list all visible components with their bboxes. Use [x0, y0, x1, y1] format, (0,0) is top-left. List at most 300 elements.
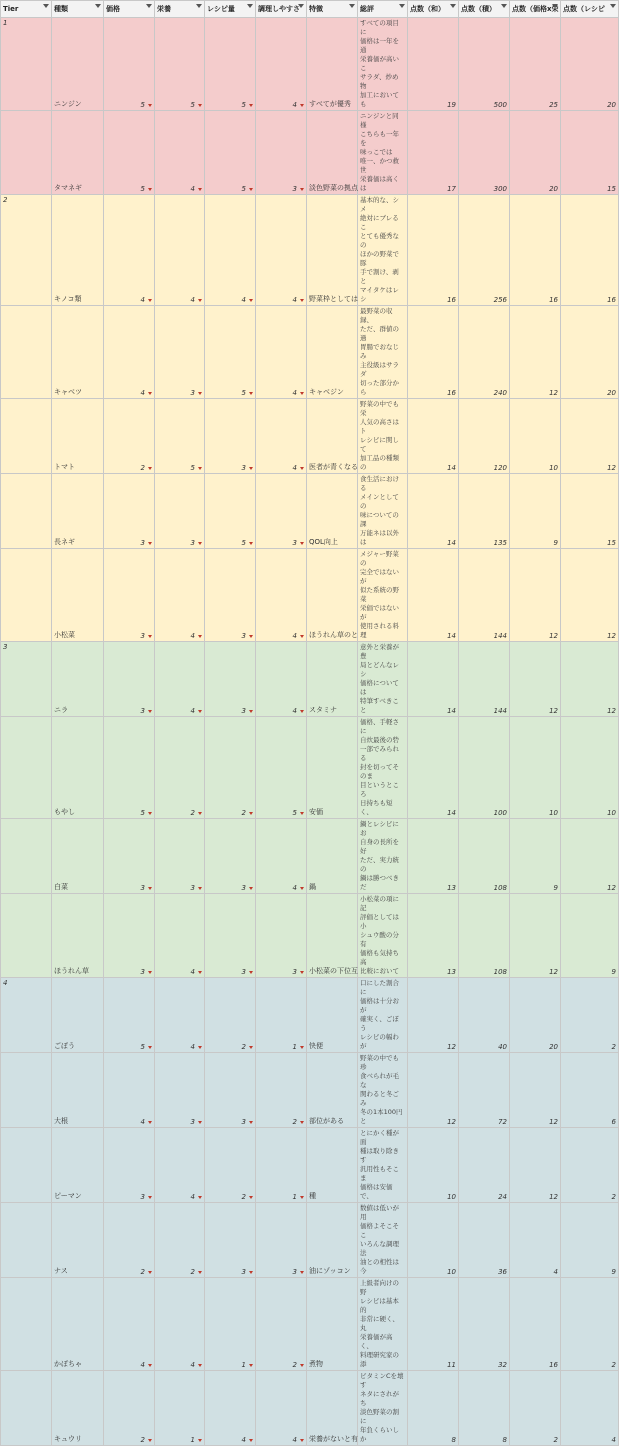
nutrition-cell[interactable]: [155, 1053, 205, 1128]
price-cell[interactable]: [104, 549, 155, 642]
recipe-cell[interactable]: [205, 549, 256, 642]
score-recipe-cell[interactable]: [561, 1203, 619, 1278]
dropdown-arrow-icon[interactable]: [148, 1046, 152, 1049]
dropdown-arrow-icon[interactable]: [249, 299, 253, 302]
dropdown-arrow-icon[interactable]: [198, 1121, 202, 1124]
dropdown-arrow-icon[interactable]: [300, 635, 304, 638]
dropdown-arrow-icon[interactable]: [198, 542, 202, 545]
dropdown-arrow-icon[interactable]: [148, 299, 152, 302]
comment-cell[interactable]: [358, 195, 408, 306]
dropdown-arrow-icon[interactable]: [300, 710, 304, 713]
score-price-nutrition-cell[interactable]: [510, 1278, 561, 1371]
name-cell[interactable]: [52, 18, 104, 111]
recipe-cell[interactable]: [205, 306, 256, 399]
name-cell[interactable]: [52, 642, 104, 717]
nutrition-cell[interactable]: [155, 1128, 205, 1203]
nutrition-cell[interactable]: [155, 1371, 205, 1446]
score-recipe-cell[interactable]: [561, 1128, 619, 1203]
score-recipe-cell[interactable]: [561, 894, 619, 978]
tier-cell[interactable]: [1, 819, 52, 894]
ease-cell[interactable]: [256, 819, 307, 894]
score-sum-cell[interactable]: [408, 549, 459, 642]
dropdown-arrow-icon[interactable]: [148, 812, 152, 815]
score-price-nutrition-cell[interactable]: [510, 1128, 561, 1203]
column-header[interactable]: [52, 1, 104, 18]
tier-cell[interactable]: [1, 111, 52, 195]
score-price-nutrition-cell[interactable]: [510, 306, 561, 399]
dropdown-arrow-icon[interactable]: [249, 542, 253, 545]
score-price-nutrition-cell[interactable]: [510, 642, 561, 717]
filter-icon[interactable]: [298, 4, 304, 10]
name-cell[interactable]: [52, 1128, 104, 1203]
ease-cell[interactable]: [256, 1371, 307, 1446]
score-product-cell[interactable]: [459, 1371, 510, 1446]
price-cell[interactable]: [104, 195, 155, 306]
score-recipe-cell[interactable]: [561, 642, 619, 717]
score-sum-cell-value: 12: [447, 1118, 456, 1126]
dropdown-arrow-icon[interactable]: [148, 392, 152, 395]
score-product-cell[interactable]: [459, 306, 510, 399]
recipe-cell[interactable]: [205, 18, 256, 111]
column-header[interactable]: [510, 1, 561, 18]
ease-cell[interactable]: [256, 894, 307, 978]
ease-cell[interactable]: [256, 306, 307, 399]
dropdown-arrow-icon[interactable]: [300, 467, 304, 470]
recipe-cell[interactable]: [205, 1203, 256, 1278]
comment-cell[interactable]: [358, 111, 408, 195]
recipe-cell[interactable]: [205, 111, 256, 195]
dropdown-arrow-icon[interactable]: [148, 1439, 152, 1442]
dropdown-arrow-icon[interactable]: [249, 1046, 253, 1049]
score-price-nutrition-cell[interactable]: [510, 549, 561, 642]
tier-cell[interactable]: [1, 195, 52, 306]
dropdown-arrow-icon[interactable]: [198, 812, 202, 815]
price-cell[interactable]: [104, 1371, 155, 1446]
recipe-cell-value: 2: [241, 1043, 246, 1051]
comment-cell[interactable]: [358, 1128, 408, 1203]
feature-cell[interactable]: [307, 474, 358, 549]
dropdown-arrow-icon[interactable]: [198, 188, 202, 191]
nutrition-cell[interactable]: [155, 642, 205, 717]
recipe-cell[interactable]: [205, 195, 256, 306]
score-sum-cell[interactable]: [408, 18, 459, 111]
dropdown-arrow-icon[interactable]: [148, 1364, 152, 1367]
ease-cell[interactable]: [256, 642, 307, 717]
ease-cell[interactable]: [256, 195, 307, 306]
recipe-cell[interactable]: [205, 1371, 256, 1446]
recipe-cell[interactable]: [205, 717, 256, 819]
dropdown-arrow-icon[interactable]: [249, 710, 253, 713]
feature-cell[interactable]: [307, 1371, 358, 1446]
feature-cell[interactable]: [307, 18, 358, 111]
score-price-nutrition-cell[interactable]: [510, 894, 561, 978]
tier-cell[interactable]: [1, 717, 52, 819]
recipe-cell[interactable]: [205, 642, 256, 717]
feature-cell[interactable]: [307, 642, 358, 717]
score-product-cell[interactable]: [459, 1053, 510, 1128]
score-price-nutrition-cell[interactable]: [510, 18, 561, 111]
recipe-cell[interactable]: [205, 474, 256, 549]
filter-icon[interactable]: [146, 4, 152, 10]
score-price-nutrition-cell[interactable]: [510, 978, 561, 1053]
feature-cell[interactable]: [307, 894, 358, 978]
dropdown-arrow-icon[interactable]: [249, 1121, 253, 1124]
dropdown-arrow-icon[interactable]: [300, 812, 304, 815]
ease-cell[interactable]: [256, 111, 307, 195]
recipe-cell[interactable]: [205, 1278, 256, 1371]
price-cell[interactable]: [104, 111, 155, 195]
tier-cell[interactable]: [1, 306, 52, 399]
nutrition-cell[interactable]: [155, 18, 205, 111]
score-product-cell[interactable]: [459, 1203, 510, 1278]
ease-cell[interactable]: [256, 1053, 307, 1128]
score-recipe-cell[interactable]: [561, 18, 619, 111]
name-cell[interactable]: [52, 894, 104, 978]
nutrition-cell[interactable]: [155, 894, 205, 978]
tier-cell[interactable]: [1, 1371, 52, 1446]
dropdown-arrow-icon[interactable]: [198, 635, 202, 638]
score-recipe-cell[interactable]: [561, 306, 619, 399]
dropdown-arrow-icon[interactable]: [148, 104, 152, 107]
nutrition-cell[interactable]: [155, 399, 205, 474]
column-header[interactable]: [256, 1, 307, 18]
dropdown-arrow-icon[interactable]: [300, 1121, 304, 1124]
dropdown-arrow-icon[interactable]: [249, 812, 253, 815]
price-cell[interactable]: [104, 306, 155, 399]
dropdown-arrow-icon[interactable]: [300, 1196, 304, 1199]
comment-cell[interactable]: [358, 642, 408, 717]
score-sum-cell[interactable]: [408, 195, 459, 306]
nutrition-cell[interactable]: [155, 1278, 205, 1371]
score-product-cell[interactable]: [459, 1278, 510, 1371]
dropdown-arrow-icon[interactable]: [148, 188, 152, 191]
tier-cell[interactable]: [1, 1128, 52, 1203]
score-product-cell[interactable]: [459, 474, 510, 549]
dropdown-arrow-icon[interactable]: [198, 710, 202, 713]
ease-cell[interactable]: [256, 1203, 307, 1278]
dropdown-arrow-icon[interactable]: [300, 887, 304, 890]
dropdown-arrow-icon[interactable]: [148, 1271, 152, 1274]
dropdown-arrow-icon[interactable]: [300, 1271, 304, 1274]
dropdown-arrow-icon[interactable]: [249, 1196, 253, 1199]
dropdown-arrow-icon[interactable]: [249, 467, 253, 470]
column-header[interactable]: [561, 1, 619, 18]
dropdown-arrow-icon[interactable]: [249, 971, 253, 974]
score-product-cell[interactable]: [459, 1128, 510, 1203]
filter-icon[interactable]: [349, 4, 355, 10]
feature-cell[interactable]: [307, 195, 358, 306]
name-cell[interactable]: [52, 111, 104, 195]
comment-cell[interactable]: [358, 399, 408, 474]
dropdown-arrow-icon[interactable]: [148, 467, 152, 470]
dropdown-arrow-icon[interactable]: [148, 971, 152, 974]
comment-cell[interactable]: [358, 1278, 408, 1371]
score-recipe-cell[interactable]: [561, 195, 619, 306]
filter-icon[interactable]: [247, 4, 253, 10]
dropdown-arrow-icon[interactable]: [300, 299, 304, 302]
score-sum-cell[interactable]: [408, 111, 459, 195]
recipe-cell[interactable]: [205, 978, 256, 1053]
tier-cell[interactable]: [1, 474, 52, 549]
feature-cell[interactable]: [307, 978, 358, 1053]
name-cell[interactable]: [52, 474, 104, 549]
score-sum-cell[interactable]: [408, 642, 459, 717]
dropdown-arrow-icon[interactable]: [198, 1364, 202, 1367]
score-product-cell[interactable]: [459, 717, 510, 819]
ease-cell[interactable]: [256, 717, 307, 819]
score-recipe-cell[interactable]: [561, 1278, 619, 1371]
dropdown-arrow-icon[interactable]: [198, 971, 202, 974]
tier-cell[interactable]: [1, 399, 52, 474]
column-header[interactable]: [459, 1, 510, 18]
score-price-nutrition-cell[interactable]: [510, 474, 561, 549]
column-header[interactable]: [307, 1, 358, 18]
dropdown-arrow-icon[interactable]: [249, 1439, 253, 1442]
score-product-cell[interactable]: [459, 195, 510, 306]
nutrition-cell[interactable]: [155, 1203, 205, 1278]
price-cell[interactable]: [104, 1053, 155, 1128]
score-recipe-cell[interactable]: [561, 978, 619, 1053]
score-recipe-cell[interactable]: [561, 474, 619, 549]
dropdown-arrow-icon[interactable]: [249, 1364, 253, 1367]
price-cell[interactable]: [104, 1128, 155, 1203]
filter-icon[interactable]: [95, 4, 101, 10]
feature-cell[interactable]: [307, 1053, 358, 1128]
tier-cell[interactable]: [1, 1053, 52, 1128]
score-sum-cell[interactable]: [408, 399, 459, 474]
price-cell[interactable]: [104, 18, 155, 111]
score-recipe-cell[interactable]: [561, 1371, 619, 1446]
score-product-cell[interactable]: [459, 399, 510, 474]
feature-cell[interactable]: [307, 549, 358, 642]
feature-cell[interactable]: [307, 1128, 358, 1203]
dropdown-arrow-icon[interactable]: [198, 887, 202, 890]
dropdown-arrow-icon[interactable]: [198, 1439, 202, 1442]
ease-cell[interactable]: [256, 1128, 307, 1203]
dropdown-arrow-icon[interactable]: [300, 542, 304, 545]
column-header[interactable]: [408, 1, 459, 18]
column-header[interactable]: [205, 1, 256, 18]
column-header[interactable]: [155, 1, 205, 18]
score-recipe-cell[interactable]: [561, 549, 619, 642]
feature-cell[interactable]: [307, 306, 358, 399]
dropdown-arrow-icon[interactable]: [198, 392, 202, 395]
tier-cell[interactable]: [1, 1278, 52, 1371]
filter-icon[interactable]: [501, 4, 507, 10]
nutrition-cell[interactable]: [155, 717, 205, 819]
filter-icon[interactable]: [610, 4, 616, 10]
name-cell[interactable]: [52, 1278, 104, 1371]
ease-cell[interactable]: [256, 18, 307, 111]
name-cell[interactable]: [52, 717, 104, 819]
score-sum-cell[interactable]: [408, 894, 459, 978]
dropdown-arrow-icon[interactable]: [249, 104, 253, 107]
score-sum-cell[interactable]: [408, 1278, 459, 1371]
score-sum-cell[interactable]: [408, 474, 459, 549]
score-recipe-cell[interactable]: [561, 717, 619, 819]
score-product-cell[interactable]: [459, 642, 510, 717]
dropdown-arrow-icon[interactable]: [300, 1364, 304, 1367]
score-sum-cell[interactable]: [408, 1128, 459, 1203]
ease-cell[interactable]: [256, 549, 307, 642]
comment-cell[interactable]: [358, 549, 408, 642]
name-cell[interactable]: [52, 306, 104, 399]
score-product-cell[interactable]: [459, 18, 510, 111]
dropdown-arrow-icon[interactable]: [148, 887, 152, 890]
dropdown-arrow-icon[interactable]: [300, 104, 304, 107]
price-cell[interactable]: [104, 399, 155, 474]
price-cell[interactable]: [104, 1278, 155, 1371]
filter-icon[interactable]: [196, 4, 202, 10]
dropdown-arrow-icon[interactable]: [148, 1196, 152, 1199]
ease-cell[interactable]: [256, 1278, 307, 1371]
score-price-nutrition-cell[interactable]: [510, 1053, 561, 1128]
price-cell[interactable]: [104, 978, 155, 1053]
score-product-cell[interactable]: [459, 819, 510, 894]
nutrition-cell[interactable]: [155, 978, 205, 1053]
name-cell[interactable]: [52, 1203, 104, 1278]
comment-cell[interactable]: [358, 18, 408, 111]
nutrition-cell[interactable]: [155, 306, 205, 399]
recipe-cell[interactable]: [205, 894, 256, 978]
score-product-cell[interactable]: [459, 111, 510, 195]
score-price-nutrition-cell[interactable]: [510, 111, 561, 195]
dropdown-arrow-icon[interactable]: [300, 188, 304, 191]
ease-cell[interactable]: [256, 978, 307, 1053]
tier-cell[interactable]: [1, 18, 52, 111]
recipe-cell[interactable]: [205, 1128, 256, 1203]
name-cell[interactable]: [52, 819, 104, 894]
dropdown-arrow-icon[interactable]: [249, 1271, 253, 1274]
nutrition-cell[interactable]: [155, 819, 205, 894]
name-cell[interactable]: [52, 399, 104, 474]
price-cell[interactable]: [104, 474, 155, 549]
filter-icon[interactable]: [552, 4, 558, 10]
comment-cell[interactable]: [358, 717, 408, 819]
dropdown-arrow-icon[interactable]: [148, 710, 152, 713]
recipe-cell[interactable]: [205, 819, 256, 894]
name-cell[interactable]: [52, 549, 104, 642]
tier-cell[interactable]: [1, 1203, 52, 1278]
dropdown-arrow-icon[interactable]: [198, 467, 202, 470]
column-header[interactable]: [104, 1, 155, 18]
filter-icon[interactable]: [43, 4, 49, 10]
name-cell[interactable]: [52, 1371, 104, 1446]
score-product-cell[interactable]: [459, 978, 510, 1053]
price-cell[interactable]: [104, 894, 155, 978]
score-sum-cell[interactable]: [408, 306, 459, 399]
feature-cell[interactable]: [307, 399, 358, 474]
recipe-cell[interactable]: [205, 399, 256, 474]
ease-cell[interactable]: [256, 474, 307, 549]
score-price-nutrition-cell[interactable]: [510, 1203, 561, 1278]
dropdown-arrow-icon[interactable]: [198, 1046, 202, 1049]
column-header[interactable]: [1, 1, 52, 18]
score-price-nutrition-cell[interactable]: [510, 399, 561, 474]
dropdown-arrow-icon[interactable]: [249, 635, 253, 638]
tier-cell[interactable]: [1, 978, 52, 1053]
score-sum-cell[interactable]: [408, 717, 459, 819]
filter-icon[interactable]: [399, 4, 405, 10]
score-sum-cell[interactable]: [408, 1203, 459, 1278]
price-cell[interactable]: [104, 819, 155, 894]
score-price-nutrition-cell[interactable]: [510, 819, 561, 894]
ease-cell[interactable]: [256, 399, 307, 474]
nutrition-cell[interactable]: [155, 474, 205, 549]
dropdown-arrow-icon[interactable]: [198, 1196, 202, 1199]
dropdown-arrow-icon[interactable]: [198, 104, 202, 107]
nutrition-cell[interactable]: [155, 111, 205, 195]
nutrition-cell[interactable]: [155, 195, 205, 306]
comment-cell[interactable]: [358, 1053, 408, 1128]
price-cell[interactable]: [104, 1203, 155, 1278]
recipe-cell[interactable]: [205, 1053, 256, 1128]
dropdown-arrow-icon[interactable]: [300, 392, 304, 395]
table-row: [1, 894, 619, 978]
feature-cell[interactable]: [307, 111, 358, 195]
score-sum-cell[interactable]: [408, 978, 459, 1053]
feature-cell[interactable]: [307, 717, 358, 819]
dropdown-arrow-icon[interactable]: [249, 188, 253, 191]
score-recipe-cell[interactable]: [561, 1053, 619, 1128]
score-recipe-cell[interactable]: [561, 819, 619, 894]
name-cell[interactable]: [52, 978, 104, 1053]
comment-cell[interactable]: [358, 306, 408, 399]
column-header[interactable]: [358, 1, 408, 18]
score-sum-cell[interactable]: [408, 819, 459, 894]
dropdown-arrow-icon[interactable]: [249, 392, 253, 395]
feature-cell[interactable]: [307, 1203, 358, 1278]
tier-cell[interactable]: [1, 894, 52, 978]
score-recipe-cell[interactable]: [561, 399, 619, 474]
score-recipe-cell[interactable]: [561, 111, 619, 195]
dropdown-arrow-icon[interactable]: [300, 1439, 304, 1442]
dropdown-arrow-icon[interactable]: [198, 299, 202, 302]
dropdown-arrow-icon[interactable]: [198, 1271, 202, 1274]
tier-cell[interactable]: [1, 549, 52, 642]
name-cell[interactable]: [52, 195, 104, 306]
comment-cell[interactable]: [358, 978, 408, 1053]
score-sum-cell-value: 13: [447, 968, 456, 976]
score-product-cell[interactable]: [459, 894, 510, 978]
comment-cell[interactable]: [358, 1371, 408, 1446]
name-cell[interactable]: [52, 1053, 104, 1128]
score-product-cell[interactable]: [459, 549, 510, 642]
dropdown-arrow-icon[interactable]: [148, 542, 152, 545]
feature-cell[interactable]: [307, 819, 358, 894]
dropdown-arrow-icon[interactable]: [148, 1121, 152, 1124]
comment-cell[interactable]: [358, 819, 408, 894]
score-sum-cell[interactable]: [408, 1053, 459, 1128]
comment-cell[interactable]: [358, 894, 408, 978]
score-price-nutrition-cell[interactable]: [510, 195, 561, 306]
nutrition-cell[interactable]: [155, 549, 205, 642]
dropdown-arrow-icon[interactable]: [300, 971, 304, 974]
filter-icon[interactable]: [450, 4, 456, 10]
comment-cell[interactable]: [358, 474, 408, 549]
dropdown-arrow-icon[interactable]: [300, 1046, 304, 1049]
score-sum-cell[interactable]: [408, 1371, 459, 1446]
price-cell[interactable]: [104, 717, 155, 819]
score-price-nutrition-cell[interactable]: [510, 717, 561, 819]
tier-cell[interactable]: [1, 642, 52, 717]
dropdown-arrow-icon[interactable]: [249, 887, 253, 890]
comment-cell[interactable]: [358, 1203, 408, 1278]
dropdown-arrow-icon[interactable]: [148, 635, 152, 638]
price-cell[interactable]: [104, 642, 155, 717]
feature-cell[interactable]: [307, 1278, 358, 1371]
score-price-nutrition-cell[interactable]: [510, 1371, 561, 1446]
